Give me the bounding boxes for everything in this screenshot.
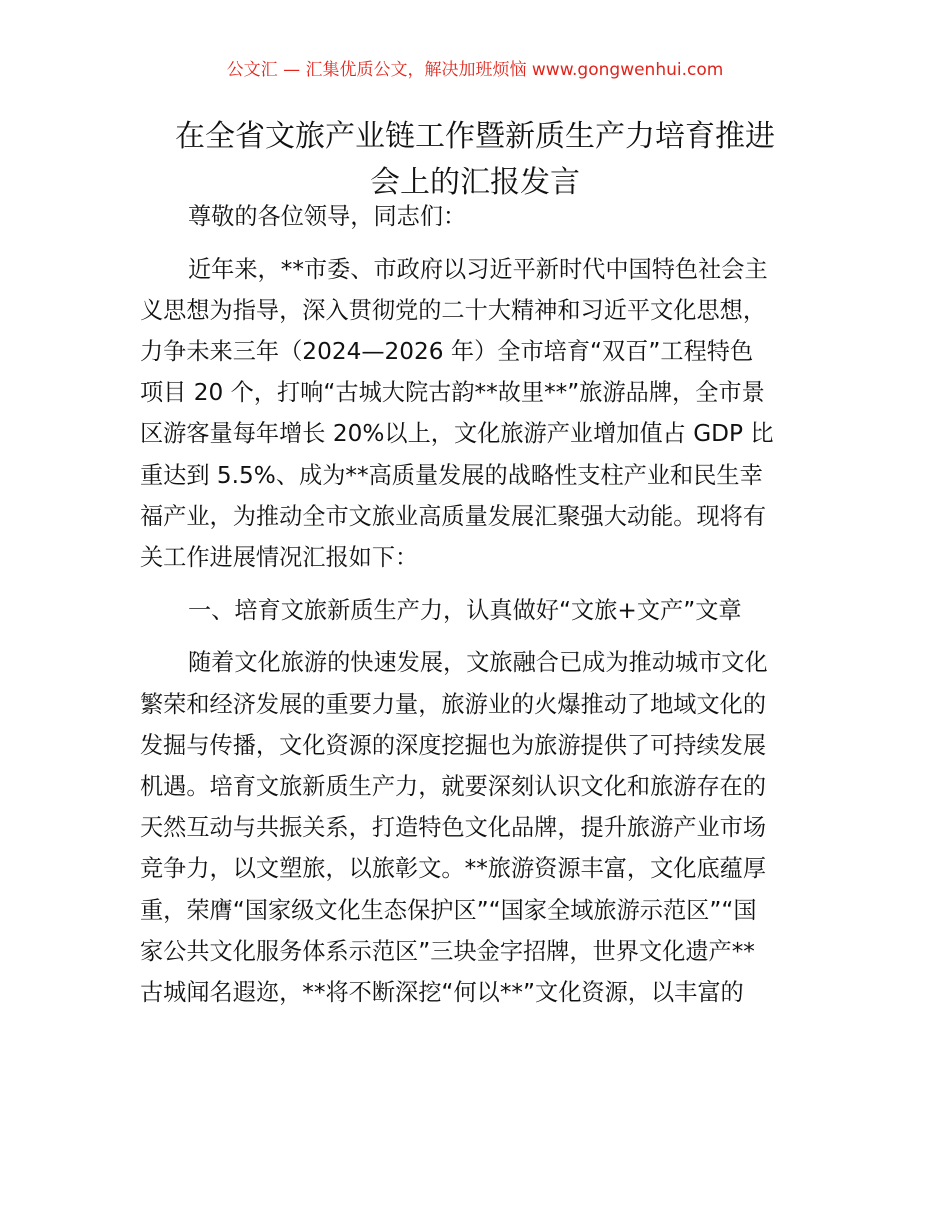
- header-banner: 公文汇 — 汇集优质公文，解决加班烦恼 www.gongwenhui.com: [226, 60, 724, 80]
- paragraph-line: 古城闻名遐迩，**将不断深挖“何以**”文化资源，以丰富的: [140, 978, 744, 1006]
- salutation: 尊敬的各位领导，同志们：: [188, 203, 467, 230]
- paragraph-line: 发掘与传播，文化资源的深度挖掘也为旅游提供了可持续发展: [140, 731, 767, 759]
- document-title-line-1: 在全省文旅产业链工作暨新质生产力培育推进: [175, 119, 775, 154]
- paragraph-2: [140, 642, 812, 1013]
- document-body: [140, 196, 812, 1013]
- paragraph-line: 福产业，为推动全市文旅业高质量发展汇聚强大动能。现将有: [140, 502, 767, 530]
- document-title-line-2: 会上的汇报发言: [370, 165, 580, 200]
- paragraph-line: 家公共文化服务体系示范区”三块金字招牌，世界文化遗产**: [140, 937, 755, 965]
- paragraph-line: 繁荣和经济发展的重要力量，旅游业的火爆推动了地域文化的: [140, 690, 767, 718]
- paragraph-line: 力争未来三年（2024—2026 年）全市培育“双百”工程特色: [140, 338, 754, 366]
- paragraph-line: 区游客量每年增长 20%以上，文化旅游产业增加值占 GDP 比: [140, 420, 774, 448]
- paragraph-line: 重，荣膺“国家级文化生态保护区”“国家全域旅游示范区”“国: [140, 896, 757, 924]
- paragraph-line: 项目 20 个，打响“古城大院古韵**故里**”旅游品牌，全市景: [140, 379, 765, 407]
- document-title: [140, 114, 810, 206]
- paragraph-line: 义思想为指导，深入贯彻党的二十大精神和习近平文化思想，: [140, 296, 767, 324]
- paragraph-line: 天然互动与共振关系，打造特色文化品牌，提升旅游产业市场: [140, 814, 767, 842]
- paragraph-line: 机遇。培育文旅新质生产力，就要深刻认识文化和旅游存在的: [140, 772, 767, 800]
- paragraph-1: [140, 249, 812, 579]
- paragraph-line: 随着文化旅游的快速发展，文旅融合已成为推动城市文化: [188, 649, 768, 677]
- paragraph-line: 关工作进展情况汇报如下：: [140, 544, 419, 571]
- paragraph-line: 竞争力，以文塑旅，以旅彰文。**旅游资源丰富，文化底蕴厚: [140, 855, 767, 883]
- paragraph-line: 重达到 5.5%、成为**高质量发展的战略性支柱产业和民生幸: [140, 461, 763, 489]
- section-heading: 一、培育文旅新质生产力，认真做好“文旅+文产”文章: [188, 596, 742, 624]
- paragraph-line: 近年来，**市委、市政府以习近平新时代中国特色社会主: [188, 255, 768, 283]
